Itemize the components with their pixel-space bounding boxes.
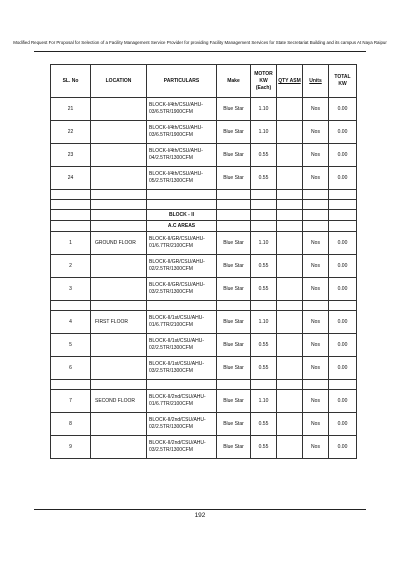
cell-motor-kw: 1.10 xyxy=(251,121,277,144)
cell-particulars: BLOCK-II/GR/CSU/AHU-02/2.5TR/1300CFM xyxy=(147,255,217,278)
cell-motor-kw: 1.10 xyxy=(251,311,277,334)
cell-total-kw: 0.00 xyxy=(329,311,357,334)
cell-make: Blue Star xyxy=(217,144,251,167)
document-header: Modified Request For Proposal for Selection of a Facility Management Service Provider for providing Facility Management Services for State Secretariat Building and its campus At Naya Raipur xyxy=(13,40,387,45)
table-row xyxy=(51,121,357,144)
cell-particulars: BLOCK-I/4th/CSU/AHU-05/2.5TR/1300CFM xyxy=(147,167,217,190)
cell-total-kw: 0.00 xyxy=(329,390,357,413)
cell-sl-no: 4 xyxy=(51,311,91,334)
cell-qty xyxy=(277,232,303,255)
cell-units: Nos xyxy=(303,255,329,278)
cell-make: Blue Star xyxy=(217,390,251,413)
col-header-make: Make xyxy=(217,65,251,98)
col-header-units xyxy=(303,65,329,98)
cell-location xyxy=(91,121,147,144)
table-header-row xyxy=(51,65,357,98)
cell-motor-kw: 0.55 xyxy=(251,413,277,436)
col-header-total-kw: TOTAL KW xyxy=(329,65,357,98)
cell-qty xyxy=(277,98,303,121)
page-number: 192 xyxy=(194,512,206,519)
cell-sl-no: 8 xyxy=(51,413,91,436)
cell-qty xyxy=(277,357,303,380)
table-row xyxy=(51,334,357,357)
cell-qty xyxy=(277,167,303,190)
table-row xyxy=(51,144,357,167)
cell-units: Nos xyxy=(303,311,329,334)
cell-units: Nos xyxy=(303,121,329,144)
cell-units: Nos xyxy=(303,232,329,255)
cell-total-kw: 0.00 xyxy=(329,278,357,301)
cell-total-kw: 0.00 xyxy=(329,232,357,255)
cell-make: Blue Star xyxy=(217,357,251,380)
cell-sl-no: 7 xyxy=(51,390,91,413)
cell-particulars: BLOCK-II/1st/CSU/AHU-03/2.5TR/1300CFM xyxy=(147,357,217,380)
cell-qty xyxy=(277,121,303,144)
cell-particulars: BLOCK-I/4th/CSU/AHU-04/2.5TR/1300CFM xyxy=(147,144,217,167)
cell-motor-kw: 1.10 xyxy=(251,98,277,121)
cell-particulars: BLOCK-II/GR/CSU/AHU-03/2.5TR/1300CFM xyxy=(147,278,217,301)
cell-sl-no: 21 xyxy=(51,98,91,121)
col-header-motor-kw: MOTOR KW (Each) xyxy=(251,65,277,98)
cell-motor-kw: 0.55 xyxy=(251,255,277,278)
cell-total-kw: 0.00 xyxy=(329,121,357,144)
cell-location xyxy=(91,144,147,167)
cell-units: Nos xyxy=(303,144,329,167)
table-row xyxy=(51,413,357,436)
cell-units: Nos xyxy=(303,98,329,121)
cell-make: Blue Star xyxy=(217,98,251,121)
cell-location xyxy=(91,436,147,459)
cell-particulars: BLOCK-II/1st/CSU/AHU-02/2.5TR/1300CFM xyxy=(147,334,217,357)
cell-motor-kw: 0.55 xyxy=(251,144,277,167)
cell-total-kw: 0.00 xyxy=(329,413,357,436)
cell-total-kw: 0.00 xyxy=(329,98,357,121)
table-row xyxy=(51,436,357,459)
cell-sl-no: 22 xyxy=(51,121,91,144)
col-header-sl-no: SL. No xyxy=(51,65,91,98)
cell-motor-kw: 1.10 xyxy=(251,232,277,255)
cell-qty xyxy=(277,390,303,413)
cell-units: Nos xyxy=(303,334,329,357)
cell-total-kw: 0.00 xyxy=(329,255,357,278)
cell-make: Blue Star xyxy=(217,121,251,144)
col-header-qty-label: QTY ASM xyxy=(278,77,301,84)
cell-location xyxy=(91,413,147,436)
cell-particulars: BLOCK-II/2nd/CSU/AHU-01/6.7TR/2100CFM xyxy=(147,390,217,413)
cell-motor-kw: 0.55 xyxy=(251,334,277,357)
col-header-qty xyxy=(277,65,303,98)
cell-units: Nos xyxy=(303,278,329,301)
cell-particulars: BLOCK-II/GR/CSU/AHU-01/6.7TR/2100CFM xyxy=(147,232,217,255)
cell-qty xyxy=(277,278,303,301)
cell-particulars: BLOCK-I/4th/CSU/AHU-03/6.5TR/1900CFM xyxy=(147,98,217,121)
table-row xyxy=(51,278,357,301)
table-row xyxy=(51,98,357,121)
cell-motor-kw: 0.55 xyxy=(251,436,277,459)
cell-make: Blue Star xyxy=(217,436,251,459)
block-heading-row xyxy=(51,210,357,221)
section-heading: A.C AREAS xyxy=(147,221,217,232)
cell-qty xyxy=(277,334,303,357)
table-row xyxy=(51,232,357,255)
table-row xyxy=(51,357,357,380)
footer-rule xyxy=(34,509,366,510)
cell-motor-kw: 0.55 xyxy=(251,167,277,190)
cell-sl-no: 5 xyxy=(51,334,91,357)
cell-particulars: BLOCK-II/2nd/CSU/AHU-03/2.5TR/1300CFM xyxy=(147,436,217,459)
cell-units: Nos xyxy=(303,413,329,436)
col-header-particulars: PARTICULARS xyxy=(147,65,217,98)
cell-sl-no: 23 xyxy=(51,144,91,167)
cell-location xyxy=(91,255,147,278)
cell-total-kw: 0.00 xyxy=(329,436,357,459)
table-row xyxy=(51,255,357,278)
cell-motor-kw: 1.10 xyxy=(251,390,277,413)
cell-location xyxy=(91,278,147,301)
section-heading-row xyxy=(51,221,357,232)
spacer-row xyxy=(51,190,357,200)
cell-location: GROUND FLOOR xyxy=(91,232,147,255)
spacer-row xyxy=(51,380,357,390)
cell-qty xyxy=(277,144,303,167)
cell-location xyxy=(91,98,147,121)
cell-sl-no: 6 xyxy=(51,357,91,380)
cell-make: Blue Star xyxy=(217,255,251,278)
cell-units: Nos xyxy=(303,357,329,380)
cell-sl-no: 3 xyxy=(51,278,91,301)
cell-sl-no: 1 xyxy=(51,232,91,255)
cell-particulars: BLOCK-I/4th/CSU/AHU-03/6.5TR/1900CFM xyxy=(147,121,217,144)
cell-total-kw: 0.00 xyxy=(329,357,357,380)
cell-location: FIRST FLOOR xyxy=(91,311,147,334)
cell-make: Blue Star xyxy=(217,413,251,436)
spacer-row xyxy=(51,200,357,210)
table-row xyxy=(51,311,357,334)
table-row xyxy=(51,167,357,190)
cell-motor-kw: 0.55 xyxy=(251,278,277,301)
col-header-units-label: Units xyxy=(309,77,322,84)
cell-location xyxy=(91,167,147,190)
cell-make: Blue Star xyxy=(217,167,251,190)
cell-total-kw: 0.00 xyxy=(329,334,357,357)
cell-make: Blue Star xyxy=(217,334,251,357)
cell-qty xyxy=(277,311,303,334)
cell-motor-kw: 0.55 xyxy=(251,357,277,380)
cell-make: Blue Star xyxy=(217,311,251,334)
cell-make: Blue Star xyxy=(217,278,251,301)
cell-sl-no: 9 xyxy=(51,436,91,459)
cell-sl-no: 24 xyxy=(51,167,91,190)
cell-qty xyxy=(277,255,303,278)
cell-qty xyxy=(277,413,303,436)
cell-particulars: BLOCK-II/1st/CSU/AHU-01/6.7TR/2100CFM xyxy=(147,311,217,334)
spacer-row xyxy=(51,301,357,311)
header-rule xyxy=(34,51,366,52)
cell-sl-no: 2 xyxy=(51,255,91,278)
cell-units: Nos xyxy=(303,436,329,459)
table-row xyxy=(51,390,357,413)
cell-make: Blue Star xyxy=(217,232,251,255)
equipment-schedule-table xyxy=(50,64,357,459)
cell-location: SECOND FLOOR xyxy=(91,390,147,413)
cell-qty xyxy=(277,436,303,459)
col-header-location: LOCATION xyxy=(91,65,147,98)
cell-units: Nos xyxy=(303,167,329,190)
cell-location xyxy=(91,357,147,380)
cell-location xyxy=(91,334,147,357)
block-heading: BLOCK - II xyxy=(147,210,217,221)
cell-total-kw: 0.00 xyxy=(329,144,357,167)
cell-units: Nos xyxy=(303,390,329,413)
cell-total-kw: 0.00 xyxy=(329,167,357,190)
cell-particulars: BLOCK-II/2nd/CSU/AHU-02/2.5TR/1300CFM xyxy=(147,413,217,436)
